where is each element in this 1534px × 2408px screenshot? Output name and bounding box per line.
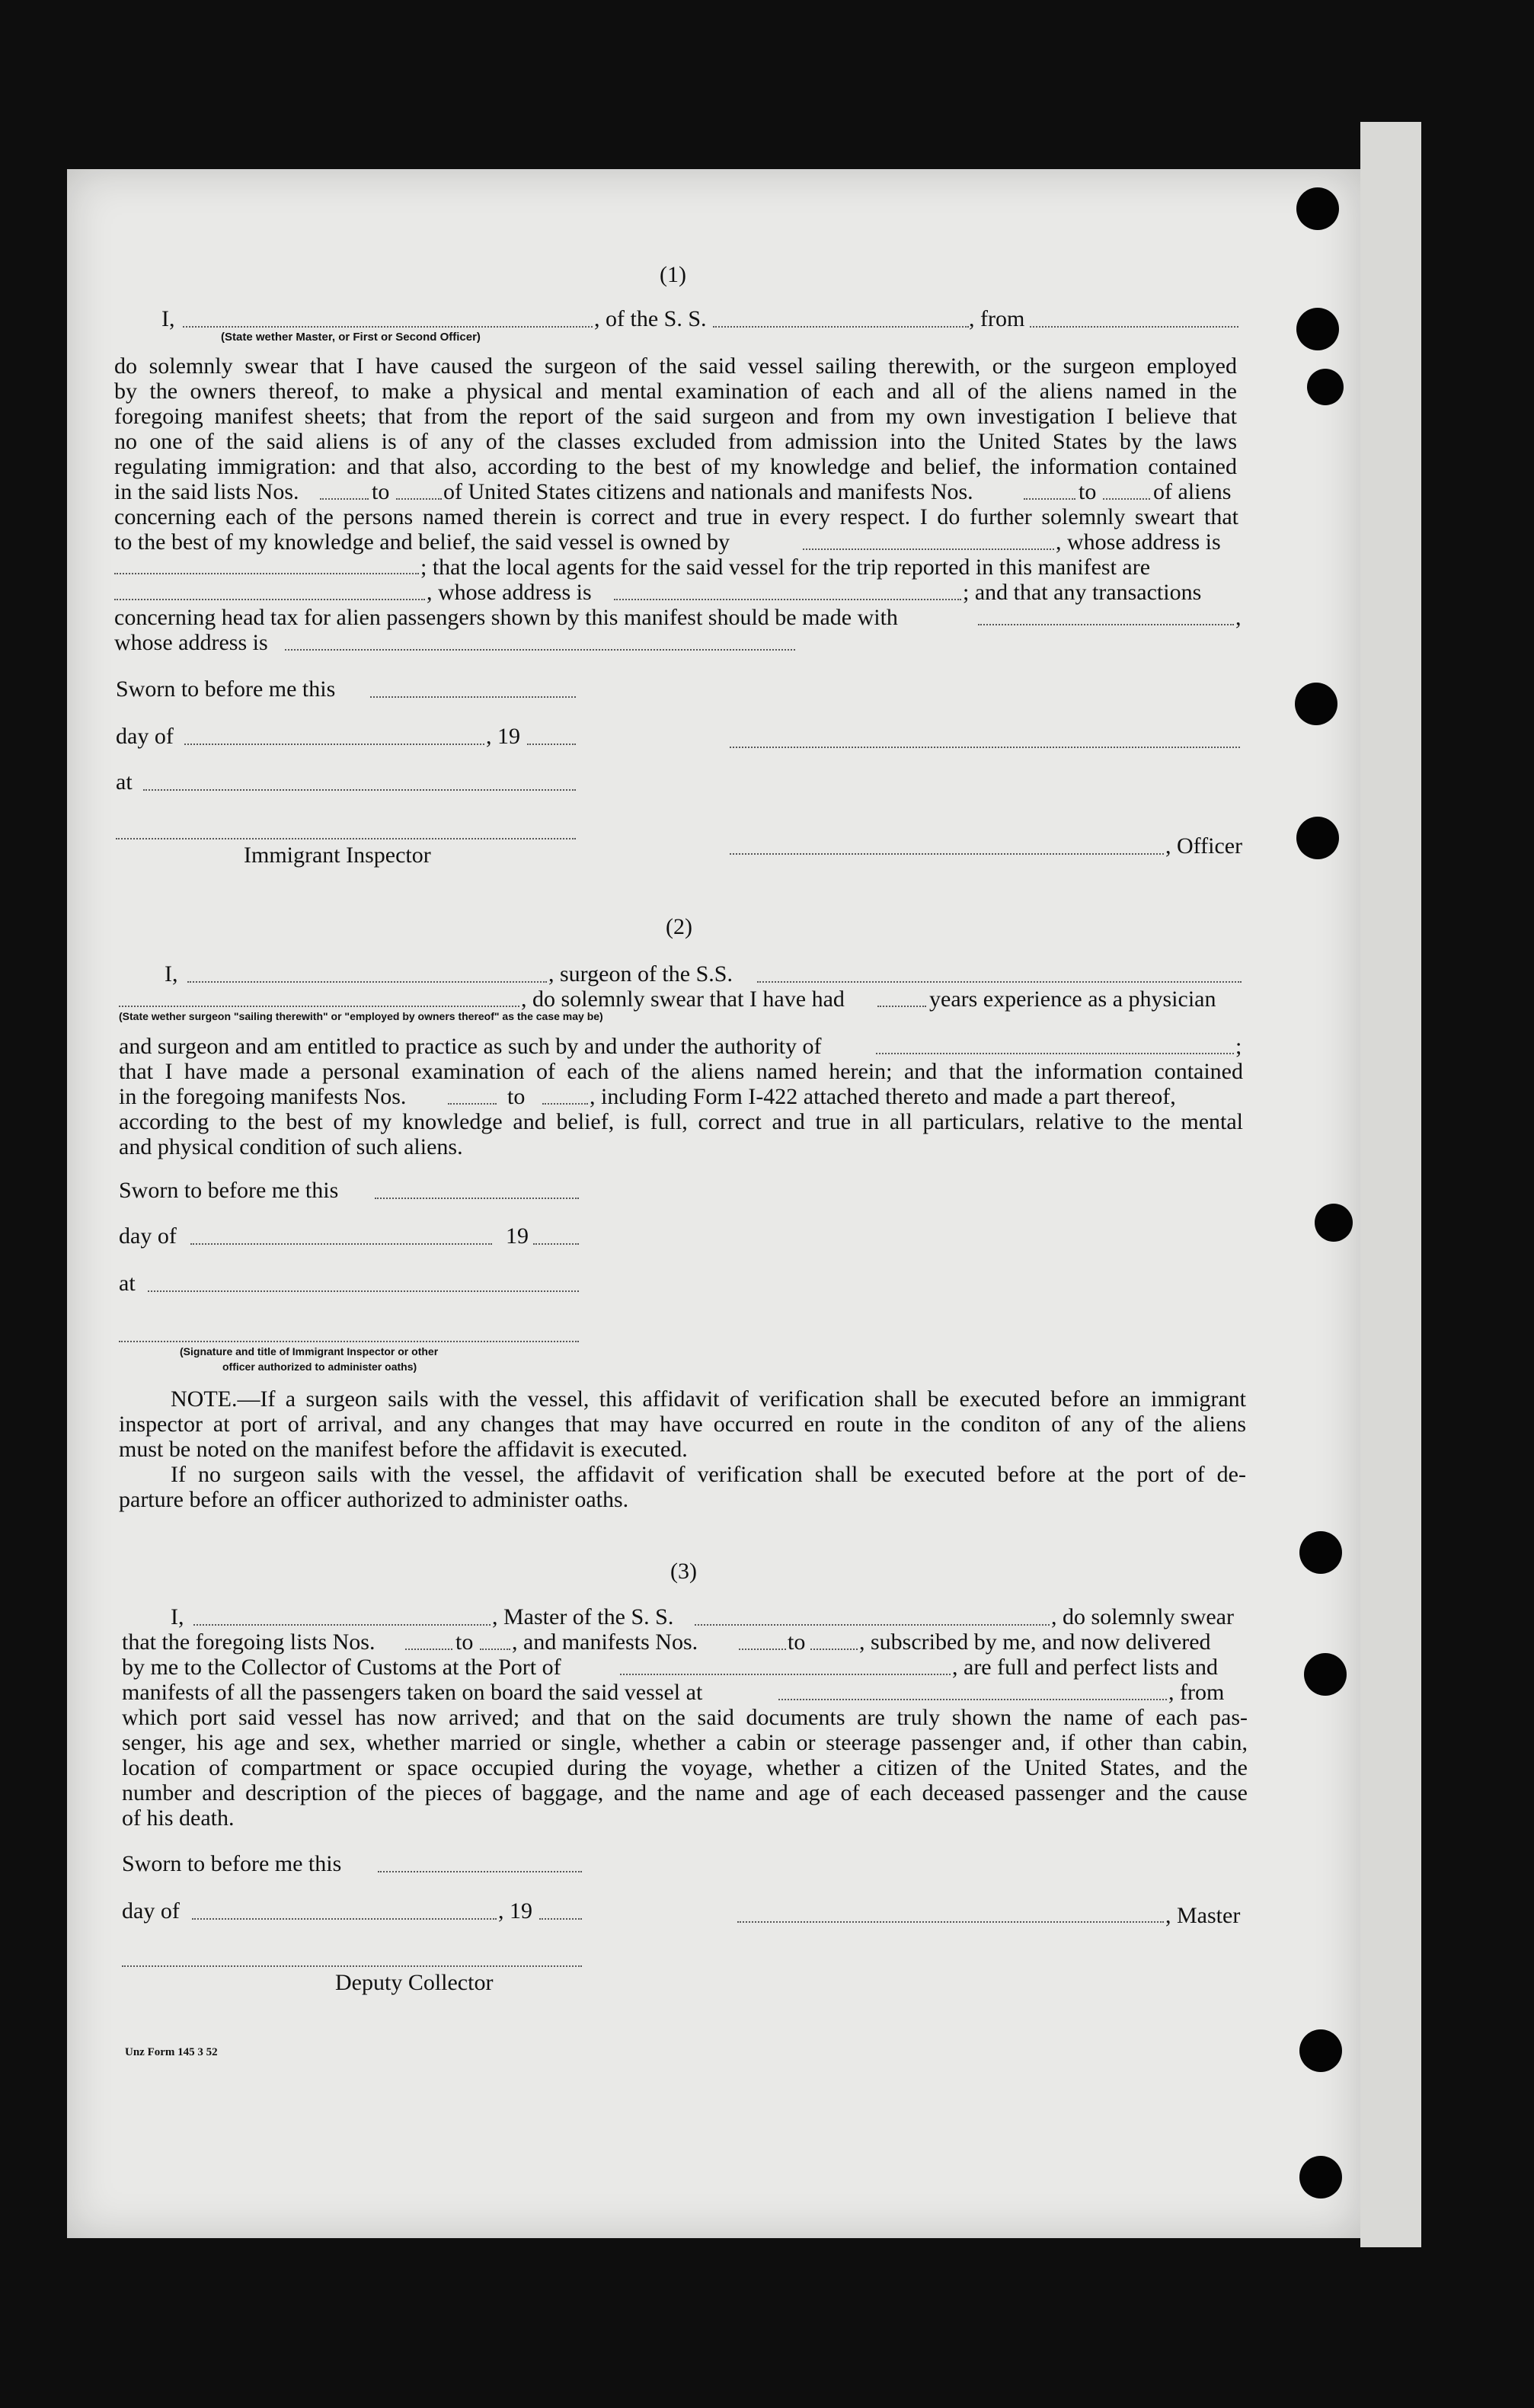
form-number: Unz Form 145 3 52 <box>125 2046 218 2058</box>
punch-hole <box>1296 817 1339 859</box>
punch-hole <box>1307 369 1344 405</box>
s1-from: , from <box>969 306 1025 331</box>
s1-manifest-from-field <box>1024 498 1075 500</box>
s3-lists-b: to <box>455 1629 474 1655</box>
punch-hole <box>1299 2029 1342 2072</box>
punch-hole <box>1299 1531 1342 1574</box>
s2-sworn-field <box>375 1198 579 1199</box>
s1-officer-note: (State wether Master, or First or Second Officer) <box>221 331 481 344</box>
s2-at: at <box>119 1271 136 1296</box>
s2-years: years experience as a physician <box>929 987 1216 1012</box>
s1-lists-a: in the said lists Nos. <box>114 479 299 504</box>
s1-lists-from-field <box>320 498 369 500</box>
s3-day-field <box>192 1918 497 1920</box>
s1-sworn-field <box>370 696 576 698</box>
s3-deputy-signature-field <box>122 1965 582 1967</box>
s1-day-of: day of <box>116 724 174 749</box>
punch-hole <box>1315 1204 1353 1242</box>
s1-officer-signature-field <box>730 747 1240 748</box>
s2-authority-field <box>876 1053 1234 1054</box>
note-line-2: must be noted on the manifest before the affidavit is executed. <box>119 1437 688 1462</box>
s3-year-field <box>539 1918 582 1920</box>
s1-officer-field <box>183 326 593 328</box>
s3-manifests-from-field <box>739 1649 786 1650</box>
s3-master-of: , Master of the S. S. <box>492 1604 674 1629</box>
s1-owner-field <box>803 548 1054 550</box>
s1-headtax-field <box>978 624 1234 625</box>
s2-manifests-c: , including Form I-422 attached thereto and made a part thereof, <box>590 1084 1176 1109</box>
s3-port-a: by me to the Collector of Customs at the Port of <box>122 1655 561 1680</box>
s3-line-0: which port said vessel has now arrived; and that on the said documents are truly shown the name of each pas- <box>122 1705 1248 1730</box>
s1-whose2: whose address is <box>114 630 268 655</box>
punch-hole <box>1295 683 1337 725</box>
s1-lists-d: to <box>1079 479 1097 504</box>
s1-line-1: by the owners thereof, to make a physical and mental examination of each and all of the aliens named in the <box>114 379 1237 404</box>
s3-day-of: day of <box>122 1898 180 1924</box>
s1-owned-b: , whose address is <box>1056 529 1221 555</box>
s3-line-last: of his death. <box>122 1805 235 1831</box>
s1-agents: ; that the local agents for the said vessel for the trip reported in this manifest are <box>420 555 1151 580</box>
s1-ship-field <box>713 326 969 328</box>
s3-master: , Master <box>1165 1903 1241 1928</box>
s1-immigrant-inspector: Immigrant Inspector <box>244 843 431 868</box>
s2-line-4: that I have made a personal examination of each of the aliens named herein; and that the information contained <box>119 1059 1243 1084</box>
s3-master-name-field <box>193 1624 491 1626</box>
s1-agents-field <box>114 599 425 600</box>
s3-line-1: senger, his age and sex, whether married or single, whether a cabin or steerage passenger and, if other than cabin, <box>122 1730 1248 1755</box>
s3-lists-a: that the foregoing lists Nos. <box>122 1629 376 1655</box>
s1-line-0: do solemnly swear that I have caused the surgeon of the said vessel sailing therewith, or the surgeon employed <box>114 353 1237 379</box>
s2-signature-note-1: (Signature and title of Immigrant Inspector or other <box>180 1345 439 1357</box>
s1-whose-b: ; and that any transactions <box>963 580 1202 605</box>
s2-swear: , do solemnly swear that I have had <box>521 987 845 1012</box>
note-line-3: If no surgeon sails with the vessel, the affidavit of verification shall be executed before at the port of de- <box>171 1462 1246 1487</box>
page-edge <box>1360 122 1421 2247</box>
s2-years-field <box>877 1006 926 1007</box>
s1-line-3: no one of the said aliens is of any of the classes excluded from admission into the United States by the laws <box>114 429 1237 454</box>
s1-year-field <box>527 744 576 745</box>
s3-lists-to-field <box>480 1649 510 1650</box>
s1-line-2: foregoing manifest sheets; that from the report of the said surgeon and from my own investigation I believe that <box>114 404 1237 429</box>
s3-ship-field <box>695 1624 1050 1626</box>
s2-surgeon-name-field <box>187 981 547 983</box>
s3-port-field <box>620 1674 951 1675</box>
note-line-0: NOTE.—If a surgeon sails with the vessel, this affidavit of verification shall be executed before an immigrant <box>171 1386 1246 1412</box>
s2-signature-note-2: officer authorized to administer oaths) <box>222 1361 417 1373</box>
s3-manifests-to-field <box>810 1649 858 1650</box>
s1-at: at <box>116 769 133 795</box>
s2-line-6: according to the best of my knowledge and belief, is full, correct and true in all particulars, relative to the mental <box>119 1109 1243 1134</box>
s3-sworn: Sworn to before me this <box>122 1851 342 1876</box>
s2-type-field <box>119 1006 519 1007</box>
s3-lists-d: to <box>788 1629 806 1655</box>
s1-i: I, <box>161 306 175 331</box>
s1-headtax-comma: , <box>1235 605 1242 630</box>
s1-owned-a: to the best of my knowledge and belief, the said vessel is owned by <box>114 529 730 555</box>
s1-manifest-to-field <box>1103 498 1150 500</box>
s1-agents-address-field <box>614 599 961 600</box>
section-1-number: (1) <box>660 262 686 287</box>
s1-line-4: regulating immigration: and that also, according to the best of my knowledge and belief, the information contained <box>114 454 1237 479</box>
s2-year: 19 <box>506 1223 529 1249</box>
punch-hole <box>1299 2156 1342 2199</box>
s1-day-field <box>184 744 484 745</box>
s3-vessel-port-field <box>778 1699 1167 1700</box>
s1-year: , 19 <box>486 724 520 749</box>
note-line-4: parture before an officer authorized to administer oaths. <box>119 1487 629 1512</box>
s2-manifests-to-field <box>542 1103 588 1105</box>
s3-deputy-collector: Deputy Collector <box>335 1970 494 1995</box>
s1-inspector-signature-field <box>116 838 576 839</box>
s2-at-field <box>148 1290 579 1292</box>
s2-signature-field <box>119 1341 579 1342</box>
s2-manifests-from-field <box>448 1103 497 1105</box>
s3-sworn-field <box>378 1871 582 1872</box>
s1-headtax-address-field <box>285 649 795 651</box>
section-3-number: (3) <box>670 1559 697 1584</box>
s1-officer: , Officer <box>1165 833 1243 859</box>
s3-swear: , do solemnly swear <box>1051 1604 1234 1629</box>
s3-lists-c: , and manifests Nos. <box>512 1629 698 1655</box>
s3-line-2: location of compartment or space occupied during the voyage, whether a citizen of the United States, and the <box>122 1755 1248 1780</box>
s2-sworn: Sworn to before me this <box>119 1178 339 1203</box>
s1-sworn: Sworn to before me this <box>116 676 336 702</box>
s2-day-of: day of <box>119 1223 177 1249</box>
s1-lists-b: to <box>372 479 390 504</box>
s1-lists-to-field <box>396 498 442 500</box>
punch-hole <box>1304 1653 1347 1696</box>
s3-vessel-a: manifests of all the passengers taken on board the said vessel at <box>122 1680 703 1705</box>
punch-hole <box>1296 308 1339 350</box>
s2-line-7: and physical condition of such aliens. <box>119 1134 463 1159</box>
s2-manifests-b: to <box>507 1084 526 1109</box>
s2-type-note: (State wether surgeon "sailing therewith" or "employed by owners thereof" as the case may be) <box>119 1010 603 1022</box>
s2-manifests-a: in the foregoing manifests Nos. <box>119 1084 407 1109</box>
s2-day-field <box>190 1243 492 1245</box>
s1-whose-a: , whose address is <box>427 580 592 605</box>
s3-port-b: , are full and perfect lists and <box>952 1655 1219 1680</box>
s3-lists-from-field <box>405 1649 452 1650</box>
section-2-number: (2) <box>666 914 692 939</box>
s2-ship-field <box>757 981 1242 983</box>
s3-lists-e: , subscribed by me, and now delivered <box>859 1629 1211 1655</box>
s2-authority: and surgeon and am entitled to practice as such by and under the authority of <box>119 1034 822 1059</box>
s1-of-ss: , of the S. S. <box>594 306 707 331</box>
s3-master-signature-field <box>737 1921 1164 1923</box>
s2-i: I, <box>165 961 178 987</box>
s3-year: , 19 <box>498 1898 532 1924</box>
s1-headtax: concerning head tax for alien passengers shown by this manifest should be made with <box>114 605 898 630</box>
s3-line-3: number and description of the pieces of baggage, and the name and age of each deceased passenger and the cause <box>122 1780 1248 1805</box>
s1-at-field <box>143 789 576 791</box>
s2-surgeon-of: , surgeon of the S.S. <box>548 961 733 987</box>
s2-authority-semicolon: ; <box>1235 1034 1242 1059</box>
s1-lists-c: of United States citizens and nationals and manifests Nos. <box>443 479 973 504</box>
s1-lists-e: of aliens <box>1153 479 1232 504</box>
s1-from-field <box>1030 326 1238 328</box>
s1-owner-address-field <box>114 573 419 574</box>
punch-hole <box>1296 187 1339 230</box>
s1-line-concerning: concerning each of the persons named therein is correct and true in every respect. I do further solemnly sweart that <box>114 504 1238 529</box>
note-line-1: inspector at port of arrival, and any changes that may have occurred en route in the conditon of any of the aliens <box>119 1412 1246 1437</box>
s3-i: I, <box>171 1604 184 1629</box>
s2-year-field <box>533 1243 579 1245</box>
s3-vessel-b: , from <box>1168 1680 1225 1705</box>
s1-officer-line <box>730 853 1164 855</box>
